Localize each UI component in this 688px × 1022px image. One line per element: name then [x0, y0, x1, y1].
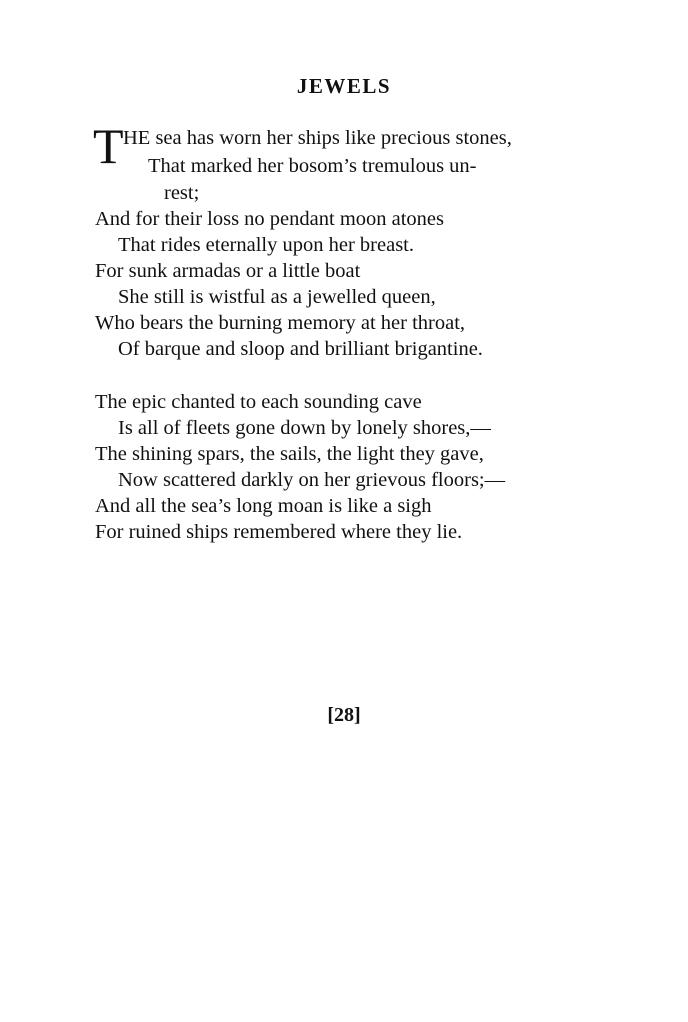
- poem-line: She still is wistful as a jewelled queen,: [118, 286, 436, 308]
- poem-line: The epic chanted to each sounding cave: [95, 391, 422, 413]
- page-number: [28]: [327, 704, 361, 726]
- poem-line: For sunk armadas or a little boat: [95, 260, 361, 282]
- poem-line-text: HE sea has worn her ships like precious stones,: [123, 127, 512, 149]
- poem-line: That rides eternally upon her breast.: [118, 234, 414, 256]
- drop-cap: T: [93, 118, 124, 174]
- poem-line: Is all of fleets gone down by lonely shores,—: [118, 417, 491, 439]
- poem-line: That marked her bosom’s tremulous un-: [148, 155, 477, 177]
- poem-line-continuation: rest;: [164, 182, 200, 204]
- poem-line: The shining spars, the sails, the light they gave,: [95, 443, 484, 465]
- poem-line: For ruined ships remembered where they lie.: [95, 521, 463, 543]
- poem-line: Who bears the burning memory at her throat,: [95, 312, 466, 334]
- poem-line: And for their loss no pendant moon atones: [95, 208, 445, 230]
- poem-title: JEWELS: [296, 74, 392, 98]
- poem-line: Of barque and sloop and brilliant brigantine.: [118, 338, 483, 360]
- poem-line: Now scattered darkly on her grievous floors;—: [118, 469, 506, 491]
- poem-line: And all the sea’s long moan is like a sigh: [95, 495, 432, 517]
